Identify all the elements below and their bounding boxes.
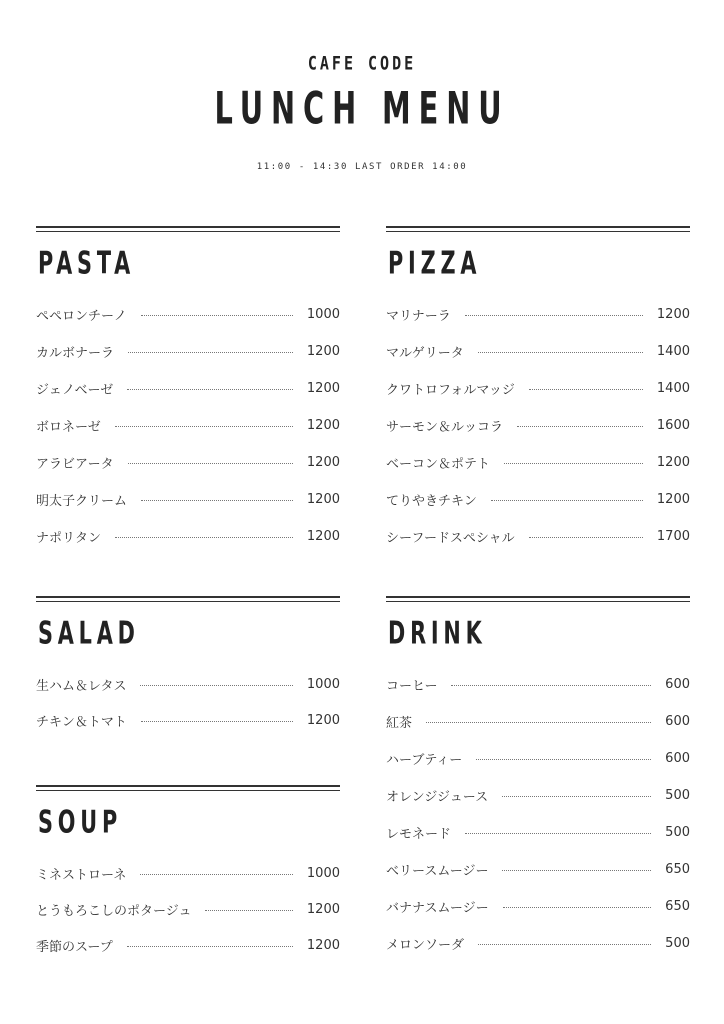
- menu-item-name: 生ハム＆レタス: [36, 678, 127, 694]
- dotted-leader: [141, 315, 293, 316]
- menu-item-name: てりやきチキン: [386, 493, 477, 509]
- dotted-leader: [451, 685, 651, 686]
- dotted-leader: [140, 685, 292, 686]
- menu-item: [386, 888, 690, 925]
- menu-item-name: オレンジジュース: [386, 789, 489, 805]
- dotted-leader: [517, 426, 643, 427]
- section-title: PIZZA: [388, 246, 482, 282]
- menu-item: [36, 370, 340, 407]
- dotted-leader: [503, 907, 652, 908]
- dotted-leader: [128, 463, 293, 464]
- menu-item-price: 1600: [656, 417, 690, 433]
- menu-item-price: 1200: [656, 454, 690, 470]
- menu-item: [386, 777, 690, 814]
- menu-item-name: レモネード: [386, 826, 452, 842]
- menu-item-name: ジェノベーゼ: [36, 382, 114, 398]
- menu-item-price: 1200: [306, 380, 340, 396]
- menu-item: [36, 518, 340, 555]
- menu-item-name: ミネストローネ: [36, 867, 127, 883]
- item-list: [36, 666, 340, 738]
- dotted-leader: [465, 833, 651, 834]
- dotted-leader: [502, 870, 651, 871]
- dotted-leader: [502, 796, 651, 797]
- menu-item: [36, 855, 340, 891]
- menu-item-price: 500: [665, 787, 690, 803]
- menu-item-price: 1200: [306, 491, 340, 507]
- dotted-leader: [205, 910, 292, 911]
- menu-item-name: ハーブティー: [386, 752, 463, 768]
- dotted-leader: [478, 352, 643, 353]
- menu-item-name: マルゲリータ: [386, 345, 464, 361]
- item-list: [36, 855, 340, 963]
- menu-item: [36, 333, 340, 370]
- dotted-leader: [115, 426, 293, 427]
- dotted-leader: [491, 500, 643, 501]
- dotted-leader: [529, 537, 643, 538]
- dotted-leader: [478, 944, 651, 945]
- menu-item-name: ベリースムージー: [386, 863, 489, 879]
- menu-item-price: 1200: [656, 306, 690, 322]
- menu-item-price: 600: [665, 750, 690, 766]
- section-divider: [386, 596, 690, 602]
- menu-item-name: ベーコン＆ポテト: [386, 456, 491, 472]
- menu-item: [386, 333, 690, 370]
- menu-item-price: 650: [665, 861, 690, 877]
- menu-item-price: 1700: [656, 528, 690, 544]
- menu-item-name: コーヒー: [386, 678, 438, 694]
- section-divider: [386, 226, 690, 232]
- section-divider: [36, 596, 340, 602]
- dotted-leader: [529, 389, 643, 390]
- dotted-leader: [141, 500, 293, 501]
- menu-item: [386, 925, 690, 962]
- menu-item: [386, 518, 690, 555]
- menu-item-name: クワトロフォルマッジ: [386, 382, 515, 398]
- menu-item: [36, 407, 340, 444]
- menu-item-price: 1200: [306, 343, 340, 359]
- menu-item-name: チキン＆トマト: [36, 714, 127, 730]
- menu-item-price: 1200: [306, 901, 340, 917]
- section-title: SOUP: [38, 805, 122, 841]
- menu-item-name: 明太子クリーム: [36, 493, 128, 509]
- menu-item: [386, 481, 690, 518]
- opening-hours: 11:00 - 14:30 LAST ORDER 14:00: [256, 162, 468, 172]
- menu-item-price: 1000: [306, 306, 340, 322]
- section-title: SALAD: [38, 616, 140, 652]
- dotted-leader: [476, 759, 651, 760]
- menu-item-price: 1200: [306, 528, 340, 544]
- section-title: PASTA: [38, 246, 136, 282]
- menu-item-price: 1200: [306, 937, 340, 953]
- menu-item-price: 650: [665, 898, 690, 914]
- menu-title: LUNCH MENU: [214, 83, 510, 135]
- menu-item-name: バナナスムージー: [386, 900, 489, 916]
- section-divider: [36, 226, 340, 232]
- menu-item: [36, 927, 340, 963]
- menu-item: [36, 444, 340, 481]
- menu-item: [36, 481, 340, 518]
- menu-item: [386, 703, 690, 740]
- menu-item-name: アラビアータ: [36, 456, 114, 472]
- item-list: [386, 666, 690, 962]
- menu-item: [386, 740, 690, 777]
- menu-item: [386, 814, 690, 851]
- item-list: [386, 296, 690, 555]
- menu-item: [36, 296, 340, 333]
- menu-item-name: カルボナーラ: [36, 345, 115, 361]
- menu-item-price: 600: [665, 676, 690, 692]
- menu-item-name: シーフードスペシャル: [386, 530, 515, 546]
- menu-item-name: メロンソーダ: [386, 937, 465, 953]
- section-title: DRINK: [388, 616, 487, 652]
- cafe-name: CAFE CODE: [307, 51, 417, 75]
- section-soup: [36, 785, 340, 955]
- menu-item-price: 600: [665, 713, 690, 729]
- menu-item-name: ボロネーゼ: [36, 419, 101, 435]
- menu-item-name: マリナーラ: [386, 308, 451, 324]
- dotted-leader: [127, 389, 293, 390]
- menu-item-name: ペペロンチーノ: [36, 308, 127, 324]
- dotted-leader: [128, 352, 293, 353]
- section-pasta: [36, 226, 340, 546]
- section-salad: [36, 596, 340, 730]
- dotted-leader: [127, 946, 293, 947]
- menu-item: [36, 666, 340, 702]
- menu-item: [386, 370, 690, 407]
- menu-item-price: 1000: [306, 676, 340, 692]
- dotted-leader: [426, 722, 651, 723]
- menu-item-price: 1200: [656, 491, 690, 507]
- menu-item: [386, 296, 690, 333]
- menu-item-price: 1400: [656, 380, 690, 396]
- menu-item: [386, 444, 690, 481]
- dotted-leader: [465, 315, 643, 316]
- menu-item-name: 紅茶: [386, 715, 413, 731]
- dotted-leader: [140, 874, 293, 875]
- menu-item-price: 1400: [656, 343, 690, 359]
- menu-item-price: 1200: [306, 712, 340, 728]
- dotted-leader: [115, 537, 293, 538]
- menu-item-name: 季節のスープ: [36, 939, 113, 955]
- menu-item: [36, 891, 340, 927]
- menu-item: [36, 702, 340, 738]
- menu-item-price: 500: [665, 824, 690, 840]
- section-divider: [36, 785, 340, 791]
- menu-item-price: 1200: [306, 417, 340, 433]
- dotted-leader: [141, 721, 293, 722]
- menu-item-name: サーモン＆ルッコラ: [386, 419, 504, 435]
- menu-item-price: 500: [665, 935, 690, 951]
- section-pizza: [386, 226, 690, 546]
- menu-item-name: とうもろこしのポタージュ: [36, 903, 192, 919]
- menu-item-price: 1200: [306, 454, 340, 470]
- section-drink: [386, 596, 690, 953]
- dotted-leader: [504, 463, 643, 464]
- menu-item: [386, 407, 690, 444]
- menu-item: [386, 666, 690, 703]
- menu-item-name: ナポリタン: [36, 530, 102, 546]
- item-list: [36, 296, 340, 555]
- menu-item-price: 1000: [306, 865, 340, 881]
- menu-item: [386, 851, 690, 888]
